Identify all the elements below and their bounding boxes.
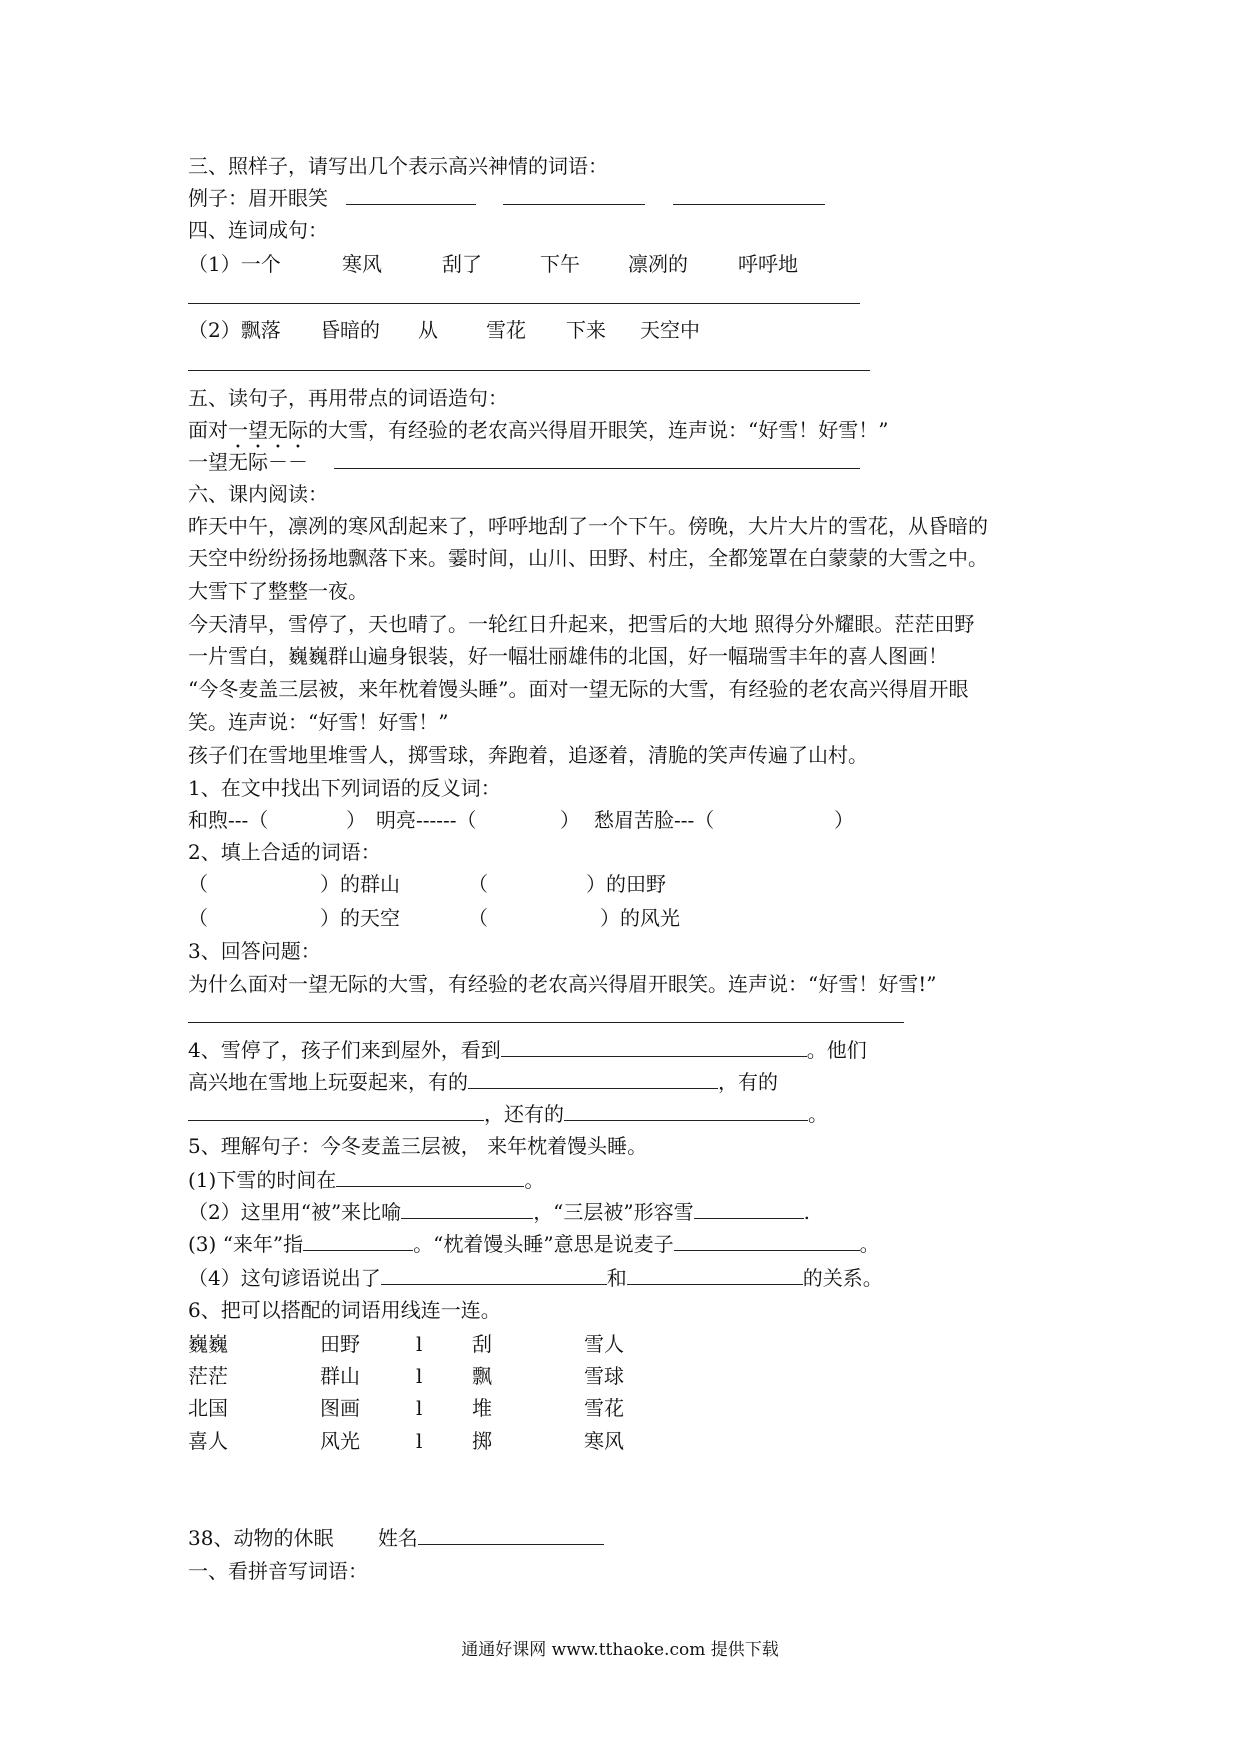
match-word[interactable]: 田野 [320,1332,360,1356]
q5-part-1: (1)下雪的时间在 。 [188,1168,545,1192]
q5-title: 5、理解句子：今冬麦盖三层被， 来年枕着馒头睡。 [188,1134,648,1158]
answer-blank[interactable] [381,1266,607,1285]
passage-line: 天空中纷纷扬扬地飘落下来。霎时间，山川、田野、村庄，全都笼罩在白蒙蒙的大雪之中。 [188,546,988,570]
match-word[interactable]: 喜人 [188,1429,228,1453]
word-item: 呼呼地 [738,252,798,276]
match-word[interactable]: 雪人 [584,1332,624,1356]
q5-part-4: （4）这句谚语说出了 和 的关系。 [188,1266,883,1290]
answer-line[interactable] [188,303,860,304]
name-blank[interactable] [418,1526,604,1545]
match-word[interactable]: 刮 [472,1332,492,1356]
match-word[interactable]: 寒风 [584,1429,624,1453]
passage-line: 今天清早，雪停了，天也晴了。一轮红日升起来，把雪后的大地 照得分外耀眼。茫茫田野 [188,612,975,636]
fill-item: ）的群山 [320,872,400,896]
word-item: 下午 [540,252,580,276]
antonym-prompt: 明亮------（ [376,808,477,832]
word-item: 凛冽的 [628,252,688,276]
paren-open: （ [188,872,208,896]
fill-item: ）的风光 [600,906,680,930]
passage-line: “今冬麦盖三层被，来年枕着馒头睡”。面对一望无际的大雪，有经验的老农高兴得眉开眼 [188,677,969,701]
page-footer: 通通好课网 www.tthaoke.com 提供下载 [461,1640,779,1660]
q2-title: 2、填上合适的词语： [188,840,381,864]
answer-line[interactable] [188,1022,904,1023]
antonym-prompt: 和煦---（ [188,808,269,832]
word-item: 从 [418,318,438,342]
answer-blank[interactable] [303,1232,413,1251]
antonym-prompt: 愁眉苦脸---（ [594,808,715,832]
paren-close: ） [346,808,366,832]
passage-line: 大雪下了整整一夜。 [188,579,368,603]
paren-open: （ [468,906,488,930]
q4-line-2: 高兴地在雪地上玩耍起来，有的 ，有的 [188,1070,778,1094]
word-item: 刮了 [442,252,482,276]
answer-blank[interactable] [336,1168,524,1187]
q4-line-3: ，还有的 。 [188,1100,828,1128]
passage-line: 孩子们在雪地里堆雪人，掷雪球，奔跑着，追逐着，清脆的笑声传遍了山村。 [188,743,868,767]
section-4-heading: 四、连词成句： [188,218,328,242]
paren-close: ） [560,808,580,832]
answer-blank[interactable] [503,186,645,205]
word-item: （1）一个 [188,252,281,276]
word-item: 下来 [566,318,606,342]
answer-blank[interactable] [346,186,476,205]
match-word[interactable]: 掷 [472,1429,492,1453]
answer-blank[interactable] [401,1200,533,1219]
passage-line: 昨天中午，凛冽的寒风刮起来了，呼呼地刮了一个下午。傍晚，大片大片的雪花，从昏暗的 [188,514,988,538]
dotted-word: 一望无际 [228,418,308,442]
answer-blank[interactable] [468,1070,718,1089]
column-separator: l [416,1364,423,1388]
q3-title: 3、回答问题： [188,939,321,963]
q3-question: 为什么面对一望无际的大雪，有经验的老农高兴得眉开眼笑。连声说：“好雪！好雪!” [188,972,937,996]
match-word[interactable]: 巍巍 [188,1332,228,1356]
q5-part-3: (3) “来年”指 。“枕着馒头睡”意思是说麦子 。 [188,1232,880,1256]
passage-line: 一片雪白，巍巍群山遍身银装，好一幅壮丽雄伟的北国，好一幅瑞雪丰年的喜人图画！ [188,644,948,668]
paren-open: （ [468,872,488,896]
word-item: 寒风 [342,252,382,276]
answer-blank[interactable] [627,1266,803,1285]
fill-item: ）的天空 [320,906,400,930]
section-5-heading: 五、读句子，再用带点的词语造句： [188,386,508,410]
word-item: （2）飘落 [188,318,281,342]
example-label: 例子：眉开眼笑 [188,186,328,210]
column-separator: l [416,1396,423,1420]
next-lesson-section-1: 一、看拼音写词语： [188,1559,368,1583]
match-word[interactable]: 堆 [472,1396,492,1420]
match-word[interactable]: 茫茫 [188,1364,228,1388]
match-word[interactable]: 飘 [472,1364,492,1388]
answer-blank[interactable] [501,1038,807,1057]
match-word[interactable]: 风光 [320,1429,360,1453]
section-3-heading: 三、照样子，请写出几个表示高兴神情的词语： [188,154,608,178]
example-line [188,184,825,212]
paren-close: ） [834,808,854,832]
word-item: 昏暗的 [320,318,380,342]
match-word[interactable]: 图画 [320,1396,360,1420]
lesson-title: 38、动物的休眠 [188,1526,334,1550]
q4-line-1: 4、雪停了，孩子们来到屋外，看到 。他们 [188,1038,867,1062]
match-word[interactable]: 雪花 [584,1396,624,1420]
match-word[interactable]: 雪球 [584,1364,624,1388]
word-item: 雪花 [486,318,526,342]
section-6-heading: 六、课内阅读： [188,482,328,506]
answer-blank[interactable] [694,1200,804,1219]
name-label: 姓名 [377,1526,418,1550]
match-word[interactable]: 群山 [320,1364,360,1388]
sentence-line: 面对一望无际的大雪，有经验的老农高兴得眉开眼笑，连声说：“好雪！好雪！” [188,418,889,442]
column-separator: l [416,1429,423,1453]
next-lesson-header [188,1524,604,1552]
passage-line: 笑。连声说：“好雪！好雪！” [188,710,449,734]
answer-blank[interactable] [188,1102,484,1121]
q6-title: 6、把可以搭配的词语用线连一连。 [188,1298,501,1322]
answer-blank[interactable] [674,1232,860,1251]
word-item: 天空中 [640,318,700,342]
column-separator: l [416,1332,423,1356]
answer-blank[interactable] [334,450,860,469]
match-word[interactable]: 北国 [188,1396,228,1420]
answer-line[interactable] [188,370,870,371]
q5-part-2: （2）这里用“被”来比喻 ，“三层被”形容雪 . [188,1200,810,1224]
answer-blank[interactable] [564,1102,808,1121]
make-sentence-line [188,448,860,476]
paren-open: （ [188,906,208,930]
fill-item: ）的田野 [586,872,666,896]
make-sentence-label: 一望无际－－ [188,450,308,474]
answer-blank[interactable] [673,186,825,205]
q1-title: 1、在文中找出下列词语的反义词： [188,776,501,800]
